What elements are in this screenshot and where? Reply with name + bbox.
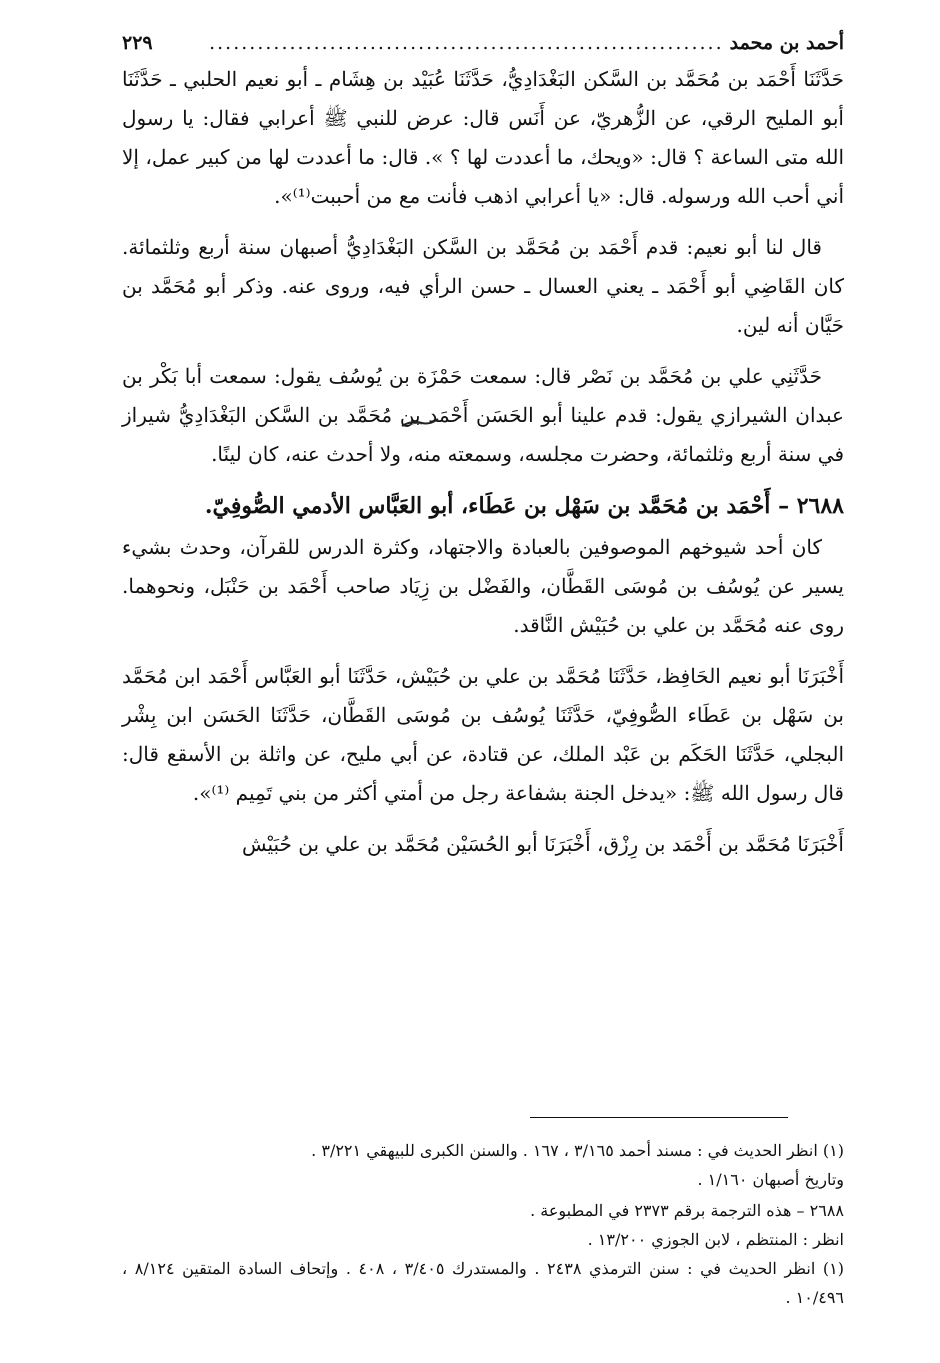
paragraph-biography: كان أحد شيوخهم الموصوفين بالعبادة والاجتهاد، وكثرة الدرس للقرآن، وحدث بشيء يسير عن يُوسُف بن مُوسَى القَطَّان، والفَضْل بن زِيَاد صاحب أَحْمَد بن حَنْبَل، ونحوهما. روى عنه مُحَمَّد بن علي بن حُبَيْش النَّاقد. [122,535,844,637]
running-head-title: أحمد بن محمد [729,32,844,54]
running-head [122,28,844,60]
entry-heading-2688: ٢٦٨٨ – أَحْمَد بن مُحَمَّد بن سَهْل بن عَطَاء، أبو العَبَّاس الأدمي الصُّوفِيّ. [204,493,844,519]
footnotes [122,1136,844,1312]
paragraph-shirazi: حَدَّثَنِي علي بن مُحَمَّد بن نَصْر قال: سمعت حَمْزَة بن يُوسُف يقول: سمعت أبا بَكْر بن عبدان الشيرازي يقول: قدم علينا أبو الحَسَن أَحْمَد بن مُحَمَّد بن السَّكن البَغْدَادِيُّ شيراز في سنة أربع وثلثمائة، وحضرت مجلسه، وسمعته منه، ولا أحدث عنه، كان لينًا. [122,364,844,466]
footnote-2-line-2: انظر : المنتظم ، لابن الجوزي ١٣/٢٠٠ . [587,1230,844,1249]
footnote-1-line-1: (١) انظر الحديث في : مسند أحمد ٣/١٦٥ ، ١٦٧ . والسنن الكبرى للبيهقي ٣/٢٢١ . [311,1141,844,1160]
running-head-leader: ................................................................ [209,32,724,54]
footnote-2-line-1: ٢٦٨٨ – هذه الترجمة برقم ٢٣٧٣ في المطبوعة . [530,1201,844,1220]
paragraph-abu-nuaim: قال لنا أبو نعيم: قدم أَحْمَد بن مُحَمَّد بن السَّكن البَغْدَادِيُّ أصبهان سنة أربع وثلثمائة. كان القَاضِي أبو أَحْمَد ـ يعني العسال ـ حسن الرأي فيه، وروى عنه. وذكر أبو مُحَمَّد بن حَيَّان أنه لين. [122,235,844,337]
footnote-3: (١) انظر الحديث في : سنن الترمذي ٢٤٣٨ . والمستدرك ٣/٤٠٥ ، ٤٠٨ . وإتحاف السادة المتقين ٨/١٢٤ ، ١٠/٤٩٦ . [122,1259,845,1307]
paragraph-hadith-2: أَخْبَرَنَا أبو نعيم الحَافِظ، حَدَّثَنَا مُحَمَّد بن علي بن حُبَيْش، حَدَّثَنَا أبو العَبَّاس أَحْمَد ابن مُحَمَّد بن سَهْل بن عَطَاء الصُّوفِيّ، حَدَّثَنَا يُوسُف بن مُوسَى القَطَّان، حَدَّثَنَا الحَسَن ابن بِشْر البجلي، حَدَّثَنَا الحَكَم بن عَبْد الملك، عن قتادة، عن أبي مليح، عن واثلة بن الأسقع قال: قال رسول الله ﷺ: «يدخل الجنة بشفاعة رجل من أمتي أكثر من بني تَمِيم ⁽¹⁾». [122,664,845,805]
paragraph-hadith-1: حَدَّثَنَا أَحْمَد بن مُحَمَّد بن السَّكن البَغْدَادِيُّ، حَدَّثَنَا عُبَيْد بن هِشَام ـ أبو نعيم الحلبي ـ حَدَّثَنَا أبو المليح الرقي، عن الزُّهريّ، عن أَنَس قال: عرض للنبي ﷺ أعرابي فقال: يا رسول الله متى الساعة ؟ قال: «ويحك، ما أعددت لها ؟ ». قال: ما أعددت لها من كبير عمل، إلا أني أحب الله ورسوله. قال: «يا أعرابي اذهب فأنت مع من أحببت⁽¹⁾». [122,67,844,208]
footnote-1-line-2: وتاريخ أصبهان ١/١٦٠ . [697,1170,844,1189]
paragraph-isnad-continued: أَخْبَرَنَا مُحَمَّد بن أَحْمَد بن رِزْق، أَخْبَرَنَا أبو الحُسَيْن مُحَمَّد بن علي بن حُبَيْش [241,832,844,856]
page-number: ٢٢٩ [122,32,153,54]
footnote-separator [530,1117,788,1118]
ink-mark-ornament [400,415,440,434]
page-body [122,28,844,864]
